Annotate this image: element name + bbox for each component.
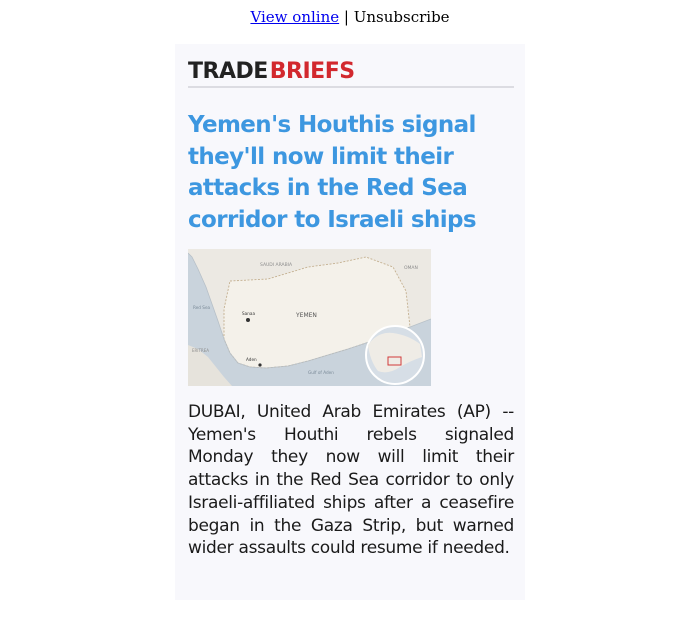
map-label-eritrea: ERITREA [192, 348, 209, 353]
map-label-yemen: YEMEN [296, 312, 317, 319]
view-online-link[interactable]: View online [250, 8, 340, 26]
logo-briefs-text: BRIEFS [269, 59, 355, 84]
email-header-links [0, 8, 700, 26]
map-label-gulf-of-aden: Gulf of Aden [308, 370, 334, 375]
map-label-aden: Aden [246, 357, 257, 362]
header-divider [188, 86, 514, 88]
newsletter-card [175, 44, 525, 600]
article-headline[interactable]: Yemen's Houthis signal they'll now limit their attacks in the Red Sea corridor to Israeli ships [188, 112, 477, 233]
map-label-saudi-arabia: SAUDI ARABIA [260, 263, 293, 268]
trade-briefs-logo[interactable] [188, 53, 388, 83]
map-aden-marker [258, 363, 261, 366]
link-separator: | [343, 8, 349, 26]
article-body: DUBAI, United Arab Emirates (AP) -- Yemen's Houthi rebels signaled Monday they now will limit their attacks in the Red Sea corridor to only Israeli-affiliated ships after a ceasefire began in the Gaza Strip, but warned wider assaults could resume if needed. [188, 402, 514, 559]
map-label-red-sea: Red Sea [193, 305, 211, 310]
map-locator-inset [366, 326, 424, 384]
logo-trade-text: TRADE [188, 59, 268, 84]
map-sanaa-marker [246, 318, 250, 322]
map-label-sanaa: Sanaa [242, 311, 256, 316]
map-label-oman: OMAN [404, 266, 418, 271]
yemen-map-image[interactable] [188, 249, 431, 386]
unsubscribe-link[interactable]: Unsubscribe [353, 8, 450, 26]
